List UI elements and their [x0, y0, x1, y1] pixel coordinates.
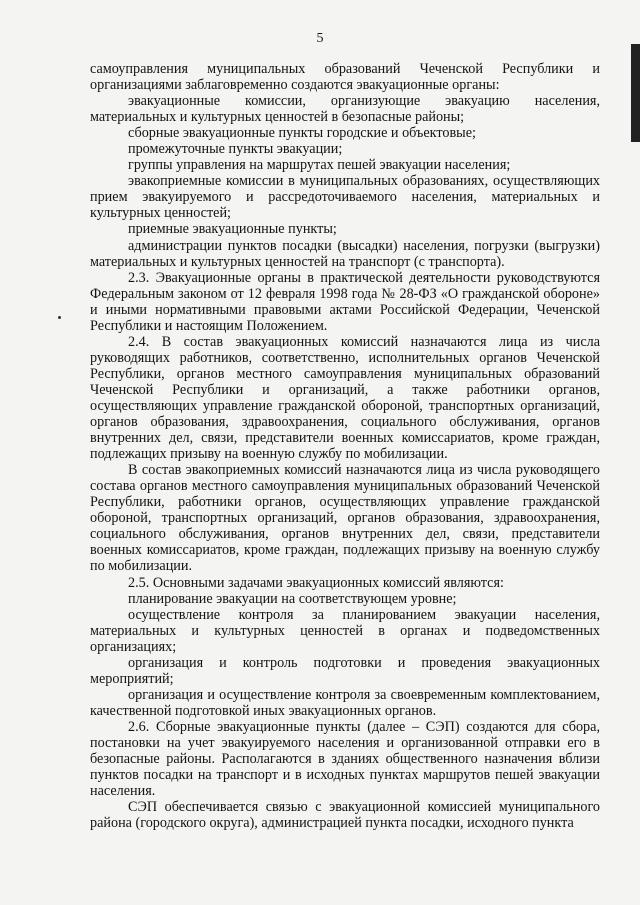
paragraph: промежуточные пункты эвакуации;: [128, 141, 343, 158]
scan-dot-mark: [58, 316, 61, 319]
paragraph: В состав эвакоприемных комиссий назначаются лица из числа руководящего состава органов местного самоуправления муниципальных образований Чеченской Республики, работники органов, осуществляющих управление гражданской обороной, транспортных организаций, органов образования, здравоохранения, социального обслуживания, органов внутренних дел, связи, представители военных комиссариатов, кроме граждан, подлежащих призыву на военную службу по мобилизации.: [90, 462, 600, 575]
paragraph: 2.4. В состав эвакуационных комиссий назначаются лица из числа руководящих работников, соответственно, исполнительных органов Чеченской Республики, органов местного самоуправления муниципальных образований Чеченской Республики и организаций, а также работники органов, осуществляющих управление гражданской обороной, транспортных организаций, органов образования, здравоохранения, социального обслуживания, органов внутренних дел, связи, представители военных комиссариатов, кроме граждан, подлежащих призыву на военную службу по мобилизации.: [90, 333, 600, 463]
paragraph: СЭП обеспечивается связью с эвакуационной комиссией муниципального района (городского округа), администрацией пункта посадки, исходного пункта: [90, 799, 600, 832]
paragraph: осуществление контроля за планированием эвакуации населения, материальных и культурных ценностей в органах и подведомственных организациях;: [90, 606, 600, 655]
paragraph: 2.5. Основными задачами эвакуационных комиссий являются:: [128, 574, 504, 591]
paragraph: организация и осуществление контроля за своевременным комплектованием, качественной подготовкой иных эвакуационных органов.: [90, 686, 600, 719]
paragraph: администрации пунктов посадки (высадки) населения, погрузки (выгрузки) материальных и культурных ценностей на транспорт (с транспорта).: [90, 237, 600, 270]
paragraph: приемные эвакуационные пункты;: [128, 221, 337, 238]
paragraph: самоуправления муниципальных образований Чеченской Республики и организациями заблаговременно создаются эвакуационные органы:: [90, 61, 600, 94]
scan-edge-mark: [631, 44, 640, 142]
page-number: 5: [316, 31, 324, 46]
paragraph: 2.3. Эвакуационные органы в практической деятельности руководствуются Федеральным законом от 12 февраля 1998 года № 28-ФЗ «О гражданской обороне» и иными нормативными правовыми актами Российской Федерации, Чеченской Республики и настоящим Положением.: [90, 269, 600, 334]
paragraph: эвакоприемные комиссии в муниципальных образованиях, осуществляющих прием эвакуируемого и рассредоточиваемого населения, материальных и культурных ценностей;: [90, 173, 600, 222]
paragraph: группы управления на маршрутах пешей эвакуации населения;: [128, 157, 511, 174]
paragraph: организация и контроль подготовки и проведения эвакуационных мероприятий;: [90, 654, 600, 687]
document-body: [90, 61, 600, 831]
paragraph: планирование эвакуации на соответствующем уровне;: [128, 590, 457, 607]
paragraph: 2.6. Сборные эвакуационные пункты (далее – СЭП) создаются для сбора, постановки на учет эвакуируемого населения и организованной отправки его в безопасные районы. Располагаются в зданиях общественного назначения вблизи пунктов посадки на транспорт и в исходных пунктах маршрутов пешей эвакуации населения.: [90, 718, 600, 800]
paragraph: эвакуационные комиссии, организующие эвакуацию населения, материальных и культурных ценностей в безопасные районы;: [90, 93, 600, 126]
paragraph: сборные эвакуационные пункты городские и объектовые;: [128, 125, 476, 142]
